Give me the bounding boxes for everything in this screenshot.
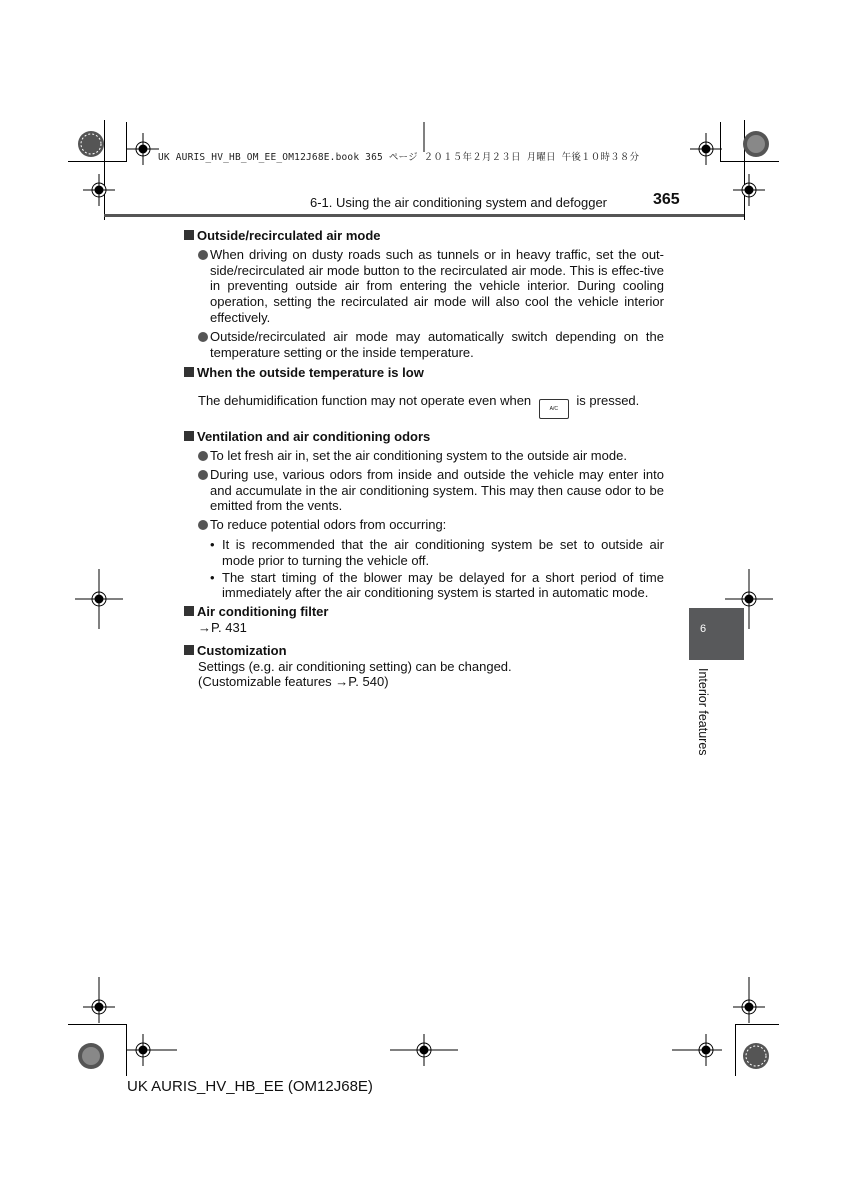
circle-bullet-icon	[198, 250, 208, 260]
section-title: 6-1. Using the air conditioning system and defogger	[310, 195, 608, 210]
page-content	[184, 224, 664, 690]
square-bullet-icon	[184, 645, 194, 655]
section-heading: Air conditioning filter	[184, 604, 664, 620]
square-bullet-icon	[184, 606, 194, 616]
square-bullet-icon	[184, 367, 194, 377]
list-item: Outside/recirculated air mode may automatically switch depending on the temperature setting or the inside temperature.	[184, 329, 664, 361]
section-heading: Ventilation and air conditioning odors	[184, 429, 664, 445]
sub-list-item: • It is recommended that the air conditioning system be set to outside air mode prior to turning the vehicle off.	[210, 536, 664, 568]
square-bullet-icon	[184, 230, 194, 240]
circle-bullet-icon	[198, 520, 208, 530]
list-item: During use, various odors from inside and outside the vehicle may enter into and accumulate in the air conditioning system. This may then cause odor to be emitted from the vents.	[184, 467, 664, 514]
list-item: To reduce potential odors from occurring:	[184, 517, 664, 533]
section-heading: When the outside temperature is low	[184, 365, 664, 381]
chapter-number: 6	[700, 623, 707, 635]
chapter-tab	[689, 608, 744, 660]
ac-button-icon: A/C	[539, 399, 569, 419]
circle-bullet-icon	[198, 332, 208, 342]
chapter-label: Interior features	[696, 668, 710, 756]
page-number: 365	[653, 191, 680, 208]
section-heading: Customization	[184, 643, 664, 659]
book-file-info: UK AURIS_HV_HB_OM_EE_OM12J68E.book 365 ページ ２０１５年２月２３日 月曜日 午後１０時３８分	[158, 152, 640, 163]
paragraph: Settings (e.g. air conditioning setting) can be changed.	[198, 658, 512, 674]
circle-bullet-icon	[198, 470, 208, 480]
list-item: When driving on dusty roads such as tunnels or in heavy traffic, set the out-side/recirculated air mode button to the recirculated air mode. This is effec-tive in preventing outside air from entering the vehicle interior. During cooling operation, setting the recirculated air mode will also cool the vehicle interior effectively.	[184, 247, 664, 326]
footer-manual-code: UK AURIS_HV_HB_EE (OM12J68E)	[127, 1078, 373, 1095]
square-bullet-icon	[184, 431, 194, 441]
header-rule	[104, 214, 744, 217]
page-reference: →P. 431	[198, 619, 247, 635]
list-item: To let fresh air in, set the air conditioning system to the outside air mode.	[184, 448, 664, 464]
paragraph: (Customizable features →P. 540)	[198, 674, 389, 690]
circle-bullet-icon	[198, 451, 208, 461]
section-heading: Outside/recirculated air mode	[184, 228, 664, 244]
paragraph: The dehumidification function may not operate even when A/C is pressed.	[184, 393, 664, 419]
sub-list-item: • The start timing of the blower may be delayed for a short period of time immediately after the air conditioning system is started in automatic mode.	[210, 569, 664, 601]
